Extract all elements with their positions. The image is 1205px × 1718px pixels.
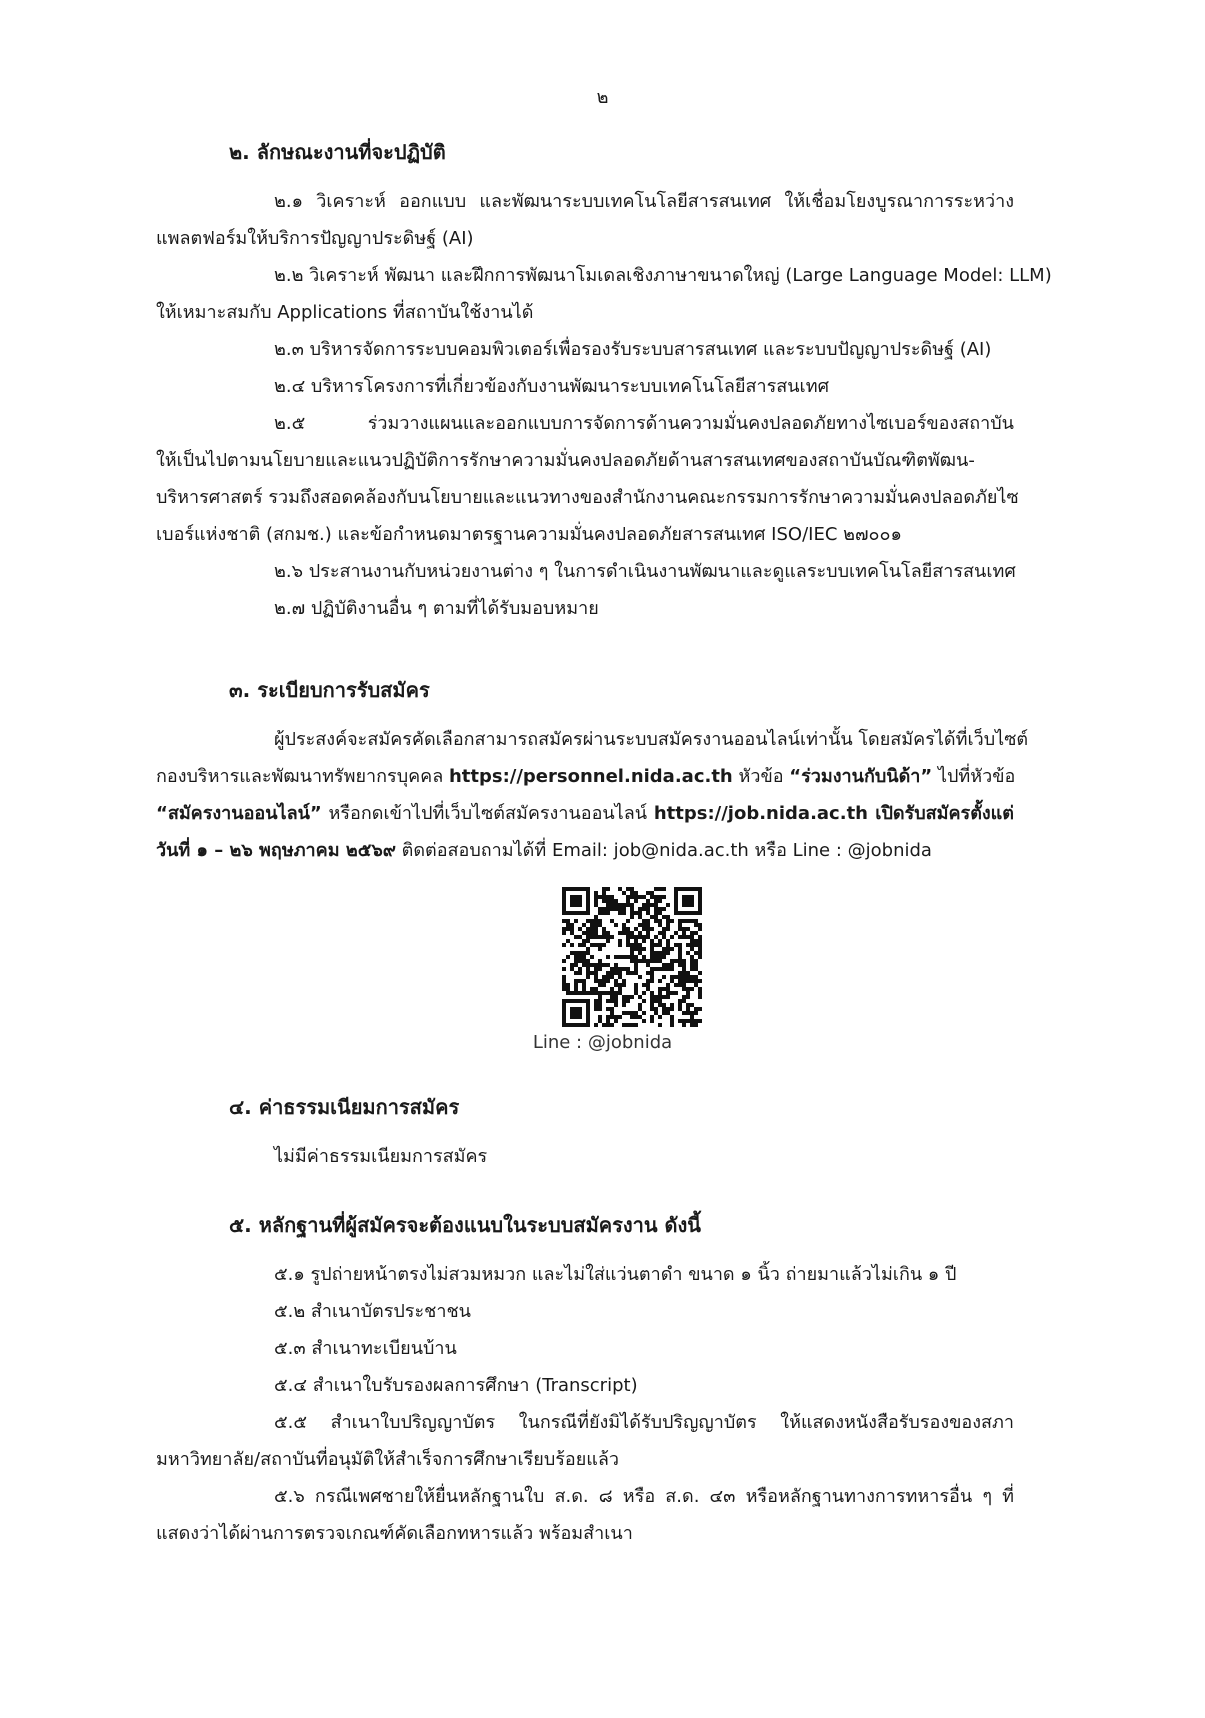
- section-5-body: [156, 1256, 1014, 1552]
- section-3-heading: ๓. ระเบียบการรับสมัคร: [229, 678, 430, 702]
- paragraph-line: ๒.๔ บริหารโครงการที่เกี่ยวข้องกับงานพัฒนาระบบเทคโนโลยีสารสนเทศ: [274, 376, 830, 397]
- text-run: ไปที่หัวข้อ: [932, 766, 1016, 787]
- paragraph-line: แพลตฟอร์มให้บริการปัญญาประดิษฐ์ (AI): [156, 228, 474, 249]
- paragraph-line: เบอร์แห่งชาติ (สกมช.) และข้อกำหนดมาตรฐานความมั่นคงปลอดภัยสารสนเทศ ISO/IEC ๒๗๐๐๑: [156, 524, 902, 545]
- paragraph-line: ๕.๑ รูปถ่ายหน้าตรงไม่สวมหมวก และไม่ใส่แว่นตาดำ ขนาด ๑ นิ้ว ถ่ายมาแล้วไม่เกิน ๑ ปี: [274, 1264, 957, 1285]
- paragraph-line: ๒.๓ บริหารจัดการระบบคอมพิวเตอร์เพื่อรองรับระบบสารสนเทศ และระบบปัญญาประดิษฐ์ (AI): [274, 339, 992, 360]
- line-qr-code: [562, 887, 702, 1027]
- paragraph-line: ให้เหมาะสมกับ Applications ที่สถาบันใช้งานได้: [156, 302, 534, 323]
- text-run-bold: วันที่ ๑ – ๒๖ พฤษภาคม ๒๕๖๙: [156, 840, 396, 861]
- paragraph-line: บริหารศาสตร์ รวมถึงสอดคล้องกับนโยบายและแนวทางของสำนักงานคณะกรรมการรักษาความมั่นคงปลอดภัยไซ: [156, 487, 1019, 508]
- paragraph-line: ๕.๕ สำเนาใบปริญญาบัตร ในกรณีที่ยังมิได้รับปริญญาบัตร ให้แสดงหนังสือรับรองของสภา: [274, 1412, 1014, 1433]
- section-4-body: ไม่มีค่าธรรมเนียมการสมัคร: [274, 1146, 488, 1167]
- page-number: ๒: [596, 87, 609, 108]
- qr-caption: Line : @jobnida: [532, 1032, 673, 1053]
- paragraph-line: แสดงว่าได้ผ่านการตรวจเกณฑ์คัดเลือกทหารแล้ว พร้อมสำเนา: [156, 1523, 633, 1544]
- paragraph-line: ๕.๖ กรณีเพศชายให้ยื่นหลักฐานใบ ส.ด. ๘ หรือ ส.ด. ๔๓ หรือหลักฐานทางการทหารอื่น ๆ ที่: [274, 1486, 1015, 1507]
- paragraph-line: ๒.๑ วิเคราะห์ ออกแบบ และพัฒนาระบบเทคโนโลยีสารสนเทศ ให้เชื่อมโยงบูรณาการระหว่าง: [274, 191, 1014, 212]
- text-run-bold: “ร่วมงานกับนิด้า”: [789, 766, 933, 787]
- paragraph-line: ๕.๔ สำเนาใบรับรองผลการศึกษา (Transcript): [274, 1375, 638, 1396]
- paragraph-line: ๒.๕ ร่วมวางแผนและออกแบบการจัดการด้านความมั่นคงปลอดภัยทางไซเบอร์ของสถาบัน: [274, 413, 1014, 434]
- paragraph-line: ๕.๓ สำเนาทะเบียนบ้าน: [274, 1338, 457, 1359]
- section-2-body: [156, 183, 1052, 627]
- text-run: หัวข้อ: [732, 766, 790, 787]
- personnel-url-link[interactable]: https://personnel.nida.ac.th: [448, 766, 733, 787]
- section-2-heading: ๒. ลักษณะงานที่จะปฏิบัติ: [229, 140, 446, 164]
- paragraph-line: ๒.๗ ปฏิบัติงานอื่น ๆ ตามที่ได้รับมอบหมาย: [274, 598, 599, 619]
- job-url-link[interactable]: https://job.nida.ac.th เปิดรับสมัครตั้งแต่: [653, 803, 1014, 824]
- qr-code-icon: [562, 887, 702, 1027]
- paragraph-line: ๒.๖ ประสานงานกับหน่วยงานต่าง ๆ ในการดำเนินงานพัฒนาและดูแลระบบเทคโนโลยีสารสนเทศ: [274, 561, 1016, 582]
- paragraph-line: มหาวิทยาลัย/สถาบันที่อนุมัติให้สำเร็จการศึกษาเรียบร้อยแล้ว: [156, 1449, 620, 1470]
- text-run: หรือกดเข้าไปที่เว็บไซต์สมัครงานออนไลน์: [321, 803, 654, 824]
- paragraph-line: ให้เป็นไปตามนโยบายและแนวปฏิบัติการรักษาความมั่นคงปลอดภัยด้านสารสนเทศของสถาบันบัณฑิตพัฒน-: [156, 450, 975, 471]
- text-run: กองบริหารและพัฒนาทรัพยากรบุคคล: [156, 766, 449, 787]
- section-3-body: [156, 721, 1029, 869]
- section-5-heading: ๕. หลักฐานที่ผู้สมัครจะต้องแนบในระบบสมัครงาน ดังนี้: [229, 1213, 701, 1237]
- text-run-bold: “สมัครงานออนไลน์”: [156, 803, 322, 824]
- paragraph-line: ผู้ประสงค์จะสมัครคัดเลือกสามารถสมัครผ่านระบบสมัครงานออนไลน์เท่านั้น โดยสมัครได้ที่เว็บไซต์: [274, 729, 1029, 750]
- paragraph-line: [156, 795, 1014, 832]
- paragraph-line: [156, 758, 1014, 795]
- paragraph-line: [156, 832, 1014, 869]
- text-run: ติดต่อสอบถามได้ที่ Email: job@nida.ac.th หรือ Line : @jobnida: [395, 840, 932, 861]
- paragraph-line: ๕.๒ สำเนาบัตรประชาชน: [274, 1301, 471, 1322]
- section-4-heading: ๔. ค่าธรรมเนียมการสมัคร: [229, 1095, 460, 1119]
- paragraph-line: ๒.๒ วิเคราะห์ พัฒนา และฝึกการพัฒนาโมเดลเชิงภาษาขนาดใหญ่ (Large Language Model: LLM): [274, 265, 1052, 286]
